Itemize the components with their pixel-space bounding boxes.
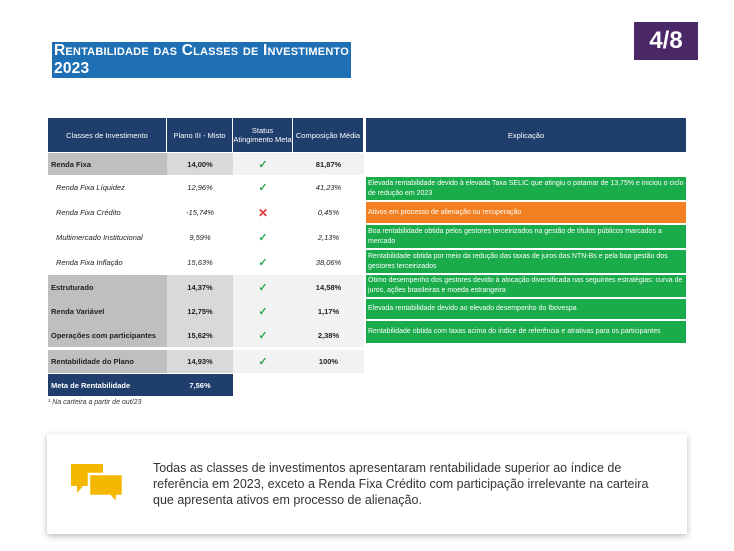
footnote: ¹ Na carteira a partir de out/23: [48, 399, 142, 406]
table-row: [48, 299, 364, 323]
page-number-badge: 4/8: [634, 22, 698, 60]
check-icon: ✓: [233, 275, 293, 299]
check-icon: ✓: [233, 250, 293, 274]
row-composition: 81,87%: [293, 153, 364, 175]
explanation-item: [366, 202, 686, 223]
table-row: [48, 275, 364, 299]
row-composition: 2,13%: [293, 225, 364, 250]
explanation-item: [366, 275, 686, 297]
row-label: Renda Fixa Inflação: [48, 250, 167, 274]
row-return: -15,74%: [167, 200, 233, 225]
page-title-line1: Rentabilidade das Classes de Investimento: [54, 42, 349, 59]
row-return: 15,63%: [167, 250, 233, 274]
col-header-composition: Composição Média: [293, 118, 364, 152]
explanation-text: Ótimo desempenho dos gestores devido à alocação diversificada nas seguintes estratégias: curva de juros, ações brasileiras e moeda estrangeira: [368, 277, 683, 294]
row-return: 12,75%: [167, 299, 233, 323]
explanation-item: [366, 177, 686, 200]
explanation-text: Elevada rentabilidade devido ao elevado desempenho do Ibovespa: [368, 305, 577, 312]
row-composition: 0,45%: [293, 200, 364, 225]
table-row: [48, 225, 364, 250]
page-title-line2: 2023: [54, 60, 90, 77]
row-label: Meta de Rentabilidade: [48, 374, 167, 396]
explanation-text: Ativos em processo de alienação ou recuperação: [368, 208, 522, 216]
chat-bubbles-icon: [69, 462, 125, 506]
row-composition: 38,06%: [293, 250, 364, 274]
row-return: 7,56%: [167, 374, 233, 396]
table-row: [48, 153, 364, 175]
explanation-item: [366, 250, 686, 273]
check-icon: ✓: [233, 350, 293, 373]
check-icon: ✓: [233, 323, 293, 347]
col-header-status: Status Atingimento Meta: [233, 118, 293, 152]
check-icon: ✓: [233, 225, 293, 250]
row-label: Renda Variável: [48, 299, 167, 323]
row-composition: 2,38%: [293, 323, 364, 347]
explanation-text: Boa rentabilidade obtida pelos gestores terceirizados na gestão de títulos públicos marcados a mercado: [368, 227, 662, 245]
table-row: [48, 175, 364, 200]
row-return: 14,37%: [167, 275, 233, 299]
explanation-item: [366, 225, 686, 248]
row-composition: 41,23%: [293, 175, 364, 200]
row-composition: 1,17%: [293, 299, 364, 323]
col-header-classes: Classes de Investimento: [48, 118, 167, 152]
row-label: Operações com participantes: [48, 323, 167, 347]
row-return: 14,93%: [167, 350, 233, 373]
row-label: Rentabilidade do Plano: [48, 350, 167, 373]
row-label: Renda Fixa: [48, 153, 167, 175]
returns-table: [48, 118, 364, 396]
row-label: Renda Fixa Líquidez: [48, 175, 167, 200]
explanation-header: Explicação: [366, 118, 686, 152]
row-return: 14,00%: [167, 153, 233, 175]
row-label: Estruturado: [48, 275, 167, 299]
explanation-item: [366, 321, 686, 343]
table-row: [48, 323, 364, 347]
row-return: 9,59%: [167, 225, 233, 250]
col-header-plan: Plano III - Misto: [167, 118, 233, 152]
table-header-row: [48, 118, 364, 152]
check-icon: ✓: [233, 175, 293, 200]
row-composition: 100%: [293, 350, 364, 373]
check-icon: ✓: [233, 153, 293, 175]
explanation-text: Rentabilidade obtida por meio da redução das taxas de juros das NTN-Bs e pela boa gestão dos gestores terceirizados: [368, 252, 668, 270]
check-icon: ✓: [233, 299, 293, 323]
table-row: [48, 250, 364, 274]
row-label: Multimercado Institucional: [48, 225, 167, 250]
row-composition: 14,58%: [293, 275, 364, 299]
explanation-text: Elevada rentabilidade devido à elevada Taxa SELIC que atingiu o patamar de 13,75% e iniciou o ciclo de redução em 2023: [368, 179, 684, 197]
table-row-target: [48, 374, 364, 396]
row-label: Renda Fixa Crédito: [48, 200, 167, 225]
table-row: [48, 200, 364, 225]
explanation-text: Rentabilidade obtida com taxas acima do índice de referência e atrativas para os participantes: [368, 328, 661, 335]
cross-icon: ✕: [233, 200, 293, 225]
explanation-item: [366, 299, 686, 319]
row-return: 15,62%: [167, 323, 233, 347]
page-title: [52, 42, 351, 78]
row-return: 12,96%: [167, 175, 233, 200]
summary-box: [47, 434, 687, 534]
summary-text: Todas as classes de investimentos apresentaram rentabilidade superior ao índice de referência em 2023, exceto a Renda Fixa Crédito com participação irrelevante na carteira que apresenta ativos em processo de alienação.: [153, 461, 649, 507]
table-row-total: [48, 350, 364, 373]
